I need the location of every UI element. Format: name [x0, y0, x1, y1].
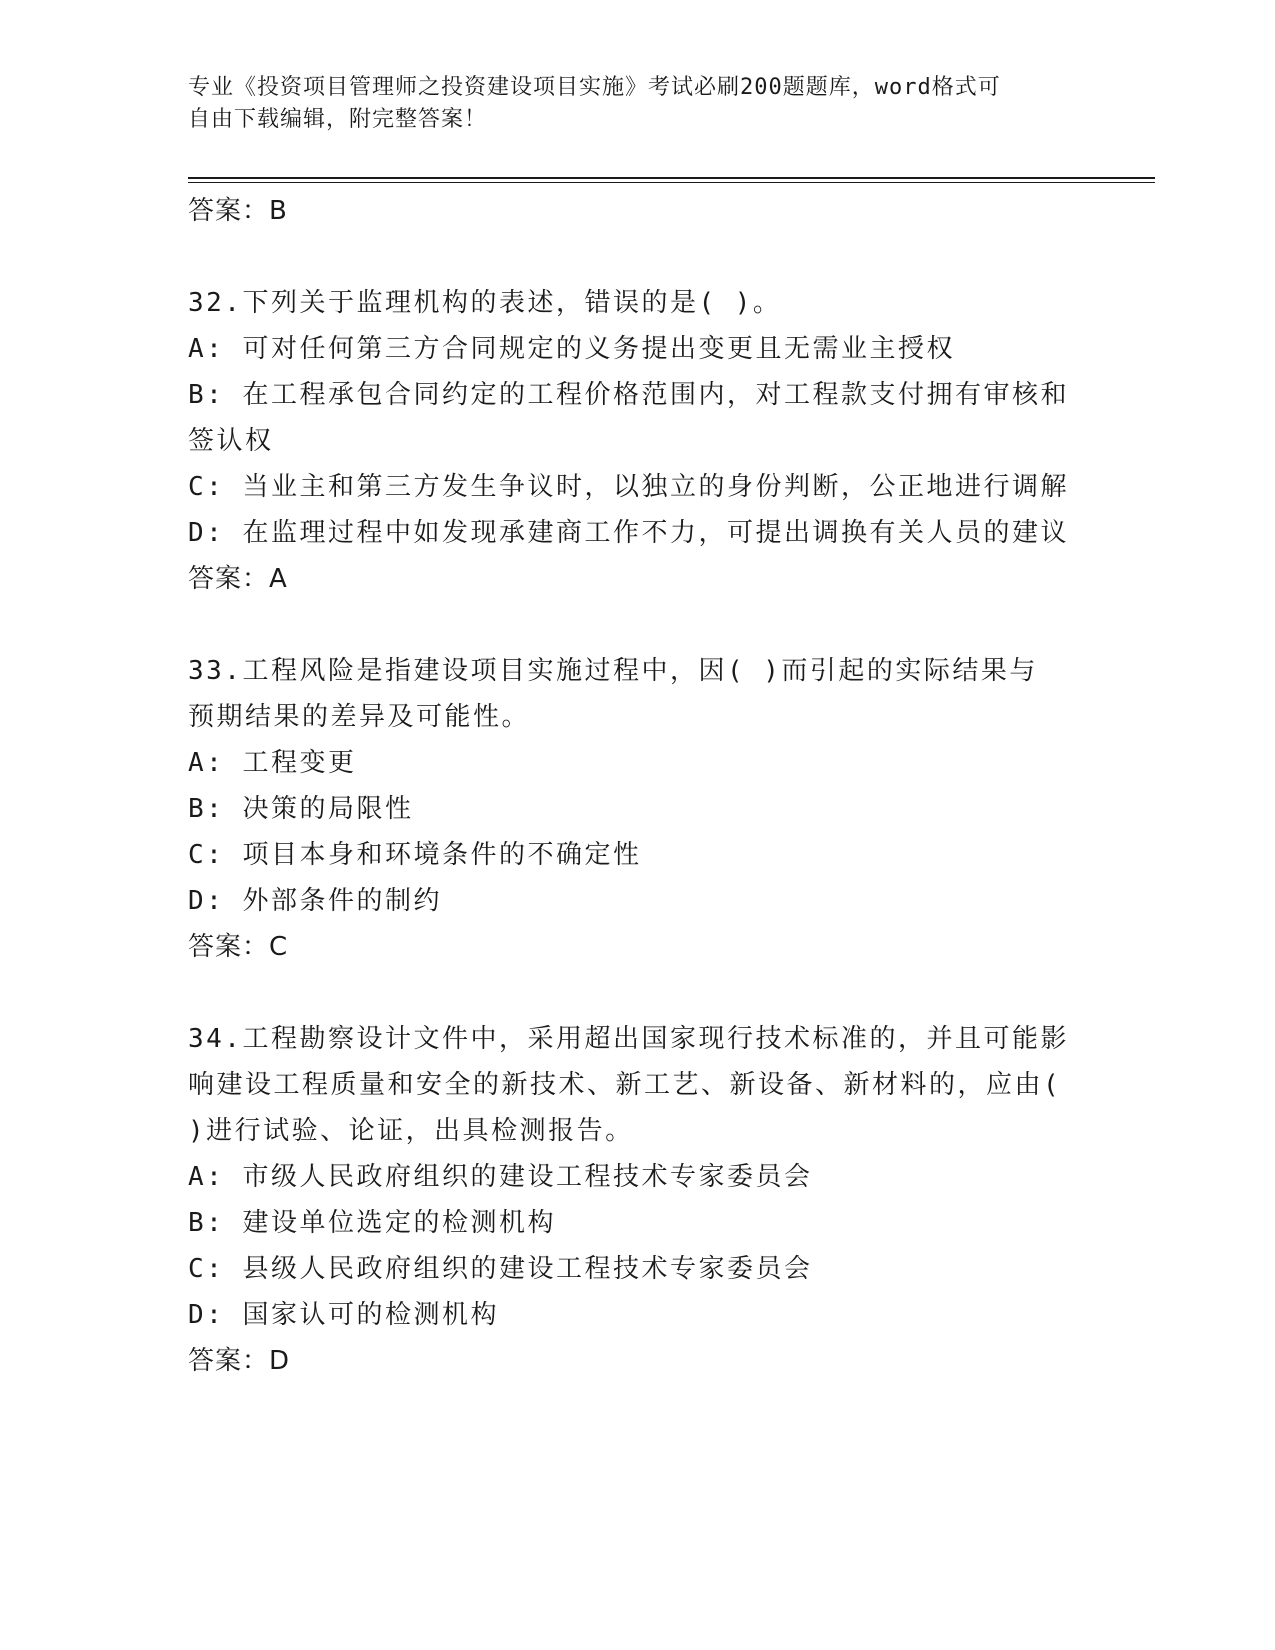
header-divider-thick [188, 177, 1155, 179]
header-line: 专业《投资项目管理师之投资建设项目实施》考试必刷200题题库，word格式可 [188, 75, 1001, 100]
option-b: B: 决策的局限性 [188, 794, 414, 824]
question-34 [188, 1016, 1088, 1384]
option-d: D: 外部条件的制约 [188, 886, 442, 916]
spacer [188, 602, 1088, 648]
answer-line: 答案：A [188, 564, 288, 594]
spacer [188, 970, 1088, 1016]
option-a: A: 可对任何第三方合同规定的义务提出变更且无需业主授权 [188, 334, 955, 364]
answer-line: 答案：D [188, 1346, 291, 1376]
question-stem-continued: 响建设工程质量和安全的新技术、新工艺、新设备、新材料的，应由( [188, 1070, 1062, 1100]
question-stem-continued: 预期结果的差异及可能性。 [188, 702, 531, 732]
question-stem: 33.工程风险是指建设项目实施过程中，因( )而引起的实际结果与 [188, 656, 1038, 686]
option-c: C: 当业主和第三方发生争议时，以独立的身份判断，公正地进行调解 [188, 472, 1069, 502]
option-a: A: 市级人民政府组织的建设工程技术专家委员会 [188, 1162, 813, 1192]
document-header [188, 72, 1088, 136]
question-stem: 34.工程勘察设计文件中，采用超出国家现行技术标准的，并且可能影 [188, 1024, 1069, 1054]
option-a: A: 工程变更 [188, 748, 357, 778]
answer-line: 答案：C [188, 932, 289, 962]
question-33 [188, 648, 1088, 970]
option-d: D: 在监理过程中如发现承建商工作不力，可提出调换有关人员的建议 [188, 518, 1069, 548]
option-c: C: 县级人民政府组织的建设工程技术专家委员会 [188, 1254, 813, 1284]
header-line: 自由下载编辑，附完整答案！ [188, 107, 488, 132]
option-b: B: 建设单位选定的检测机构 [188, 1208, 556, 1238]
question-stem-continued: )进行试验、论证，出具检测报告。 [188, 1116, 634, 1146]
document-body [188, 188, 1088, 1384]
question-stem: 32.下列关于监理机构的表述，错误的是( )。 [188, 288, 782, 318]
answer-line: 答案：B [188, 196, 288, 226]
option-d: D: 国家认可的检测机构 [188, 1300, 499, 1330]
question-32 [188, 280, 1088, 602]
spacer [188, 234, 1088, 280]
header-divider-thin [188, 182, 1155, 183]
option-c: C: 项目本身和环境条件的不确定性 [188, 840, 642, 870]
option-b: B: 在工程承包合同约定的工程价格范围内，对工程款支付拥有审核和 [188, 380, 1069, 410]
option-b-continued: 签认权 [188, 426, 274, 456]
